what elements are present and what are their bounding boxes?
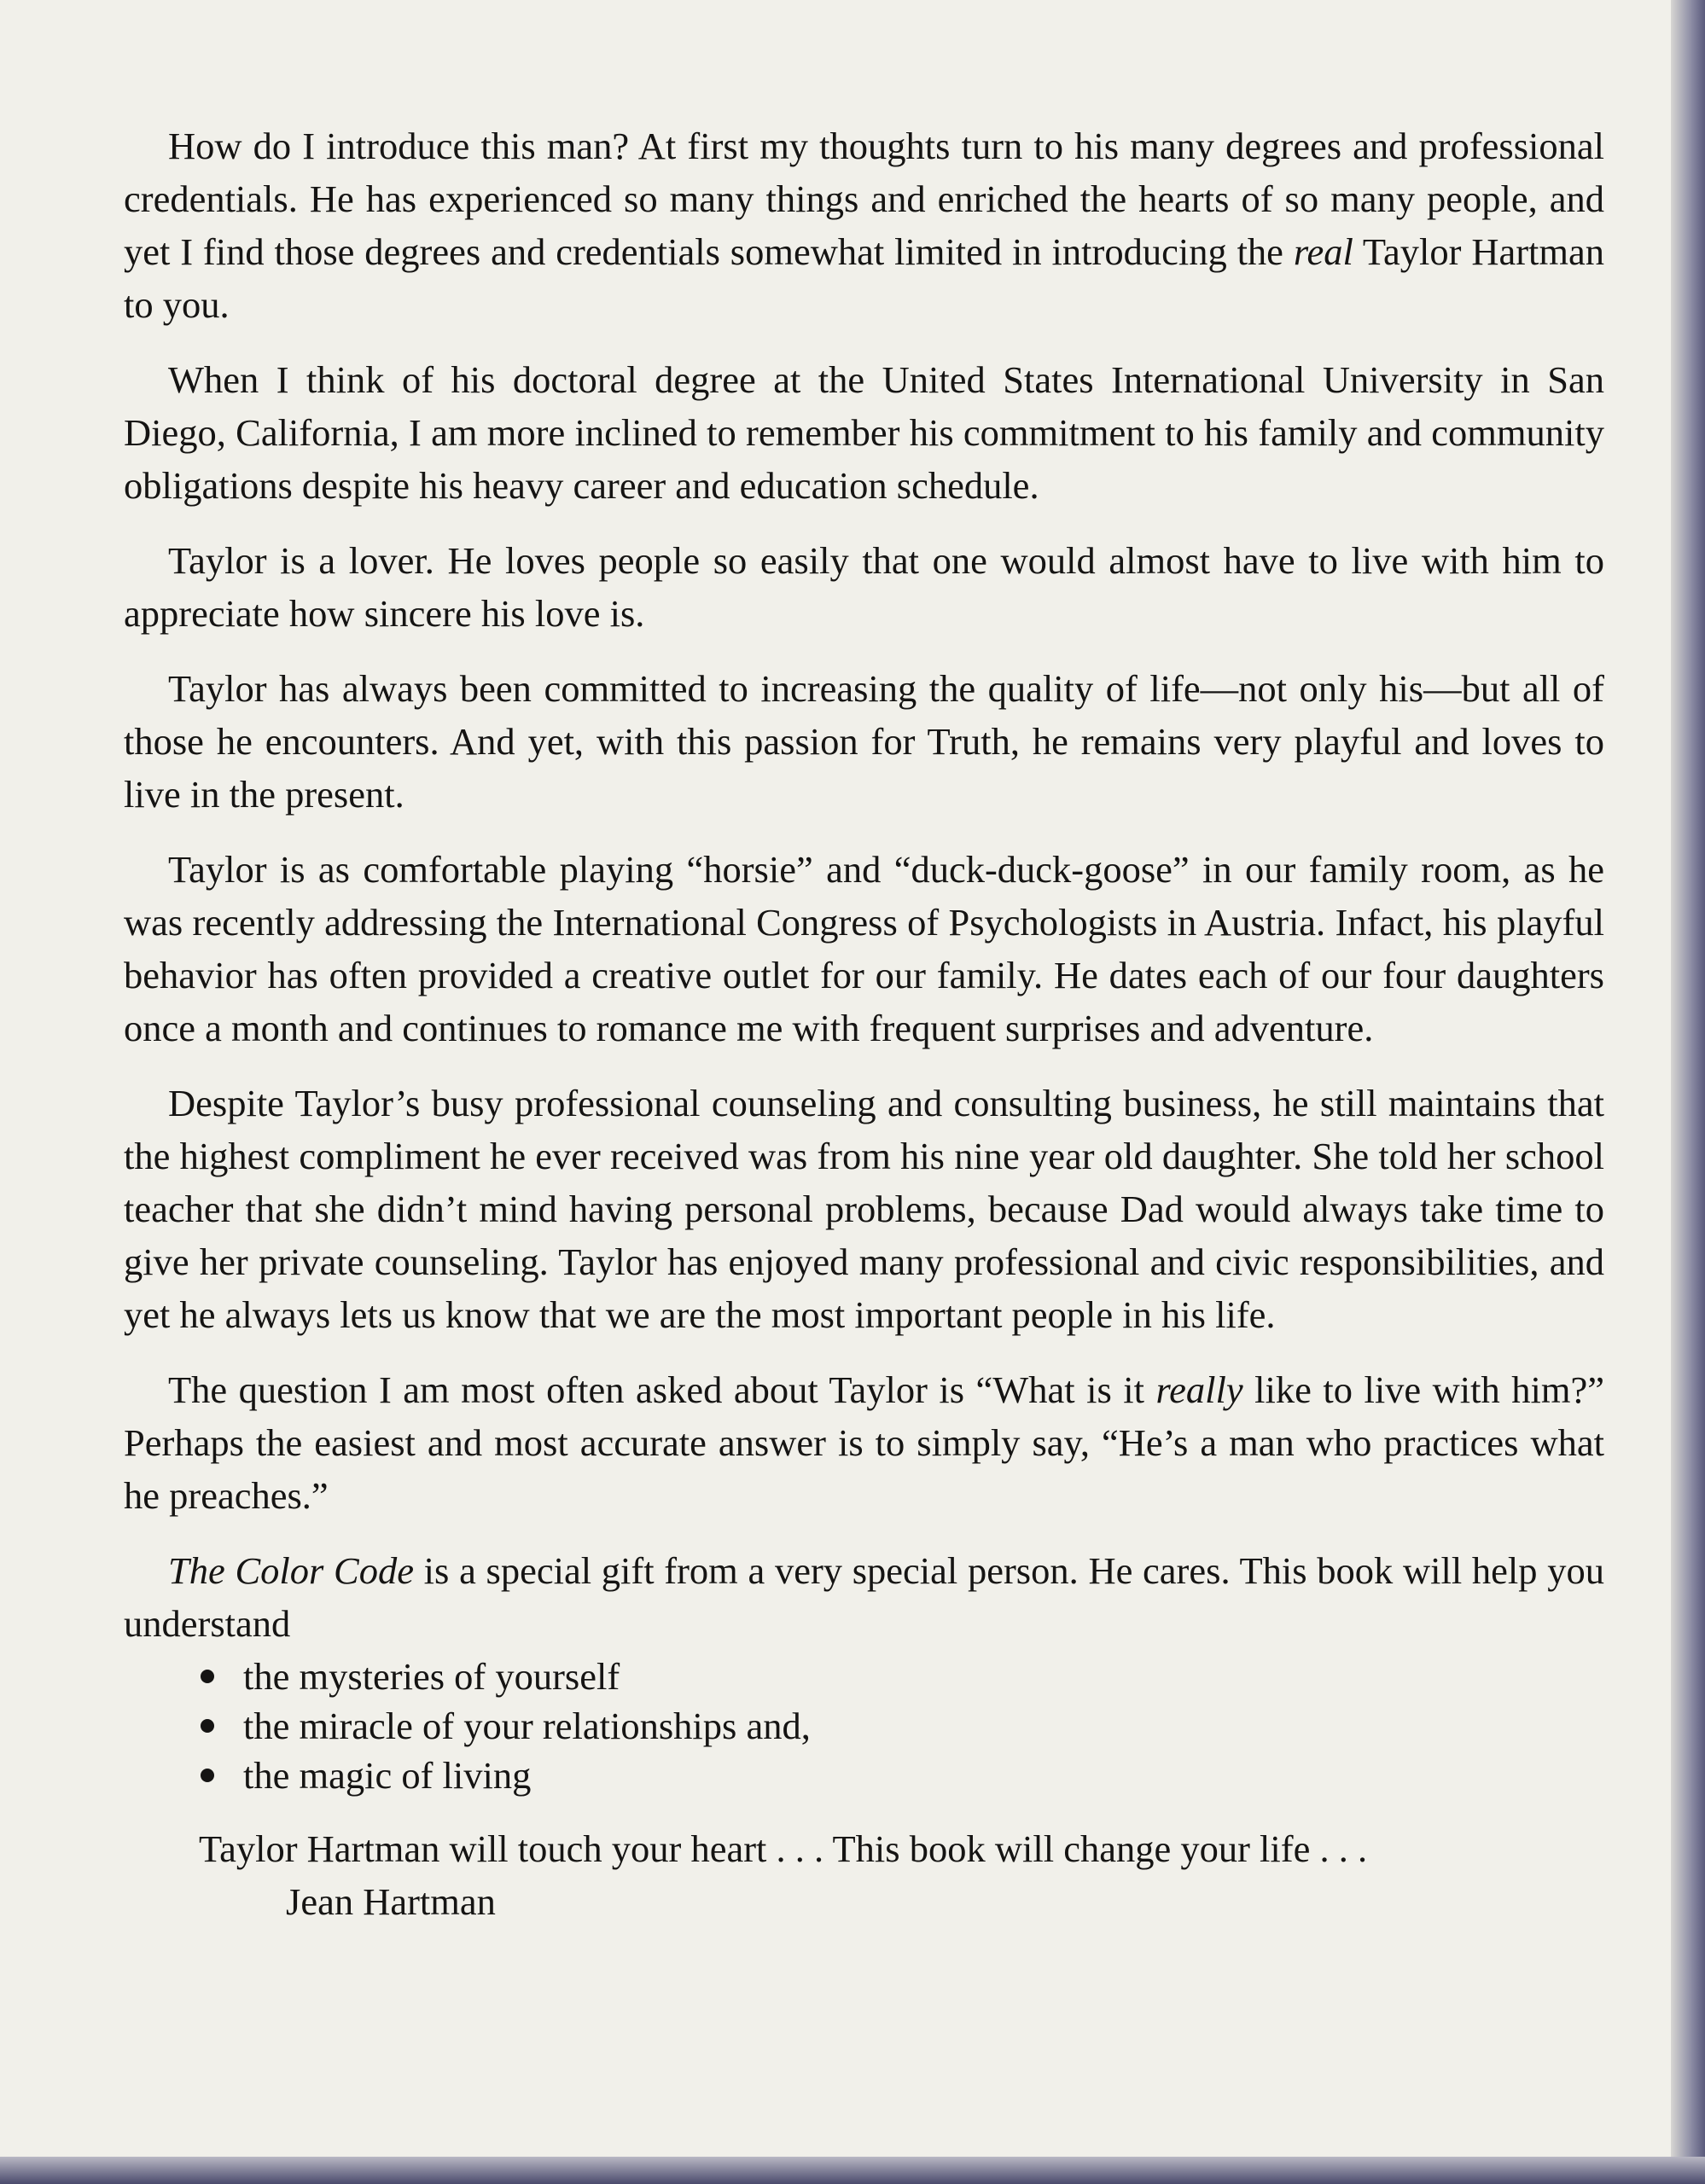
paragraph-1: How do I introduce this man? At first my thoughts turn to his many degrees and professional credentials. He has experienced so many things and enriched the hearts of so many people, and yet I find those degrees and credentials somewhat limited in introducing the real Taylor Hartman to you. [124,125,1604,326]
list-item: the miracle of your relationships and, [201,1701,1604,1751]
emphasis-real: real [1293,230,1353,273]
paragraph-3: Taylor is a lover. He loves people so easily that one would almost have to live with him to appreciate how sincere his love is. [124,539,1604,635]
signature: Jean Hartman [286,1880,496,1923]
book-title: The Color Code [168,1549,414,1592]
paragraph-7: The question I am most often asked about Taylor is “What is it really like to live with him?” Perhaps the easiest and most accurate answer is to simply say, “He’s a man who practices what he preaches.” [124,1368,1604,1517]
paragraph-4: Taylor has always been committed to increasing the quality of life—not only his—but all of those he encounters. And yet, with this passion for Truth, he remains very playful and loves to live in the present. [124,667,1604,816]
closing-line: Taylor Hartman will touch your heart . . . This book will change your life . . . [199,1827,1368,1870]
introduction-text [124,119,1604,1928]
bullet-icon [201,1719,214,1733]
emphasis-really: really [1155,1368,1243,1411]
paragraph-2: When I think of his doctoral degree at the United States International University in San Diego, California, I am more inclined to remember his commitment to his family and community obligations despite his heavy career and education schedule. [124,358,1604,507]
paragraph-8: The Color Code is a special gift from a very special person. He cares. This book will help you understand [124,1549,1605,1645]
bullet-list [201,1652,1604,1800]
paragraph-5: Taylor is as comfortable playing “horsie” and “duck-duck-goose” in our family room, as he was recently addressing the International Congress of Psychologists in Austria. Infact, his playful behavior has often provided a creative outlet for our family. He dates each of our four daughters once a month and continues to romance me with frequent surprises and adventure. [124,848,1604,1049]
list-item: the magic of living [201,1751,1604,1800]
paragraph-6: Despite Taylor’s busy professional counseling and consulting business, he still maintains that the highest compliment he ever received was from his nine year old daughter. She told her school teacher that she didn’t mind having personal problems, because Dad would always take time to give her private counseling. Taylor has enjoyed many professional and civic responsibilities, and yet he always lets us know that we are the most important people in his life. [124,1082,1604,1336]
page-edge-right [1671,0,1705,2157]
page-edge-bottom [0,2157,1705,2184]
bullet-icon [201,1769,214,1782]
list-item: the mysteries of yourself [201,1652,1604,1701]
bullet-icon [201,1670,214,1683]
